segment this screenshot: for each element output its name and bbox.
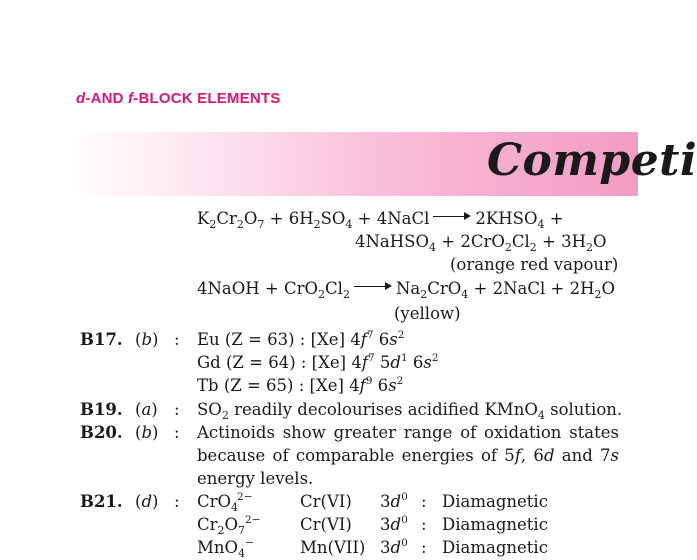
answer-option: (b)	[135, 423, 159, 442]
ion-formula: $Cr_2O_7^{2-}$	[197, 514, 261, 537]
reaction-1-line-2: 4NaHSO$_4$ + $2CrO_2Cl_2 + 3H_2O$	[355, 232, 607, 254]
magnetic-property: Diamagnetic	[442, 515, 548, 534]
section-tag: d-AND f-BLOCK ELEMENTS	[76, 90, 281, 107]
reaction-arrow-icon	[354, 282, 392, 292]
answer-b20-line-1: Actinoids show greater range of oxidation states	[197, 423, 619, 442]
oxidation-state: Mn(VII)	[300, 538, 366, 557]
reaction-1-line-1: $K_2Cr_2O_7 + 6H_2SO_4$ + 4NaCl $2KHSO_4$ +	[197, 209, 564, 231]
answer-b20-line-2: because of comparable energies of 5f, 6d and 7s	[197, 446, 620, 465]
row-separator: :	[421, 515, 427, 534]
magnetic-property: Diamagnetic	[442, 492, 548, 511]
answer-option: (a)	[135, 400, 158, 419]
answer-label: B17.	[80, 330, 123, 349]
ion-formula: MnO$_4$−	[197, 537, 254, 560]
answer-option: (d)	[135, 492, 159, 511]
d-config: $3d^0$	[380, 537, 408, 557]
answer-label: B20.	[80, 423, 123, 442]
answer-colon: :	[174, 330, 180, 349]
answer-option: (b)	[135, 330, 159, 349]
d-config: $3d^0$	[380, 514, 408, 534]
config-tb: Tb (Z = 65) : [Xe] $4f^9$ $6s^2$	[197, 375, 404, 395]
oxidation-state: Cr(VI)	[300, 515, 352, 534]
reaction-2-note: (yellow)	[394, 304, 461, 323]
reaction-1-note: (orange red vapour)	[450, 255, 619, 274]
answer-label: B21.	[80, 492, 123, 511]
oxidation-state: Cr(VI)	[300, 492, 352, 511]
d-config: $3d^0$	[380, 491, 408, 511]
config-eu: Eu (Z = 63) : [Xe] $4f^7$ $6s^2$	[197, 329, 405, 349]
banner-title: Competi	[487, 135, 697, 186]
config-gd: Gd (Z = 64) : [Xe] $4f^7$ $5d^1$ $6s^2$	[197, 352, 439, 372]
reaction-2-line: 4NaOH + $CrO_2Cl_2$ $Na_2CrO_4$ + 2NaCl + $2H_2O$	[197, 279, 616, 301]
magnetic-property: Diamagnetic	[442, 538, 548, 557]
answer-label: B19.	[80, 400, 123, 419]
answer-b20-line-3: energy levels.	[197, 469, 314, 488]
answer-colon: :	[174, 423, 180, 442]
answer-colon: :	[174, 400, 180, 419]
ion-formula: CrO$_4^{2-}$	[197, 491, 253, 514]
reaction-arrow-icon	[433, 212, 471, 222]
row-separator: :	[421, 492, 427, 511]
answer-colon: :	[174, 492, 180, 511]
row-separator: :	[421, 538, 427, 557]
answer-b19-text: $SO_2$ readily decolourises acidified KMnO$_4$ solution.	[197, 400, 623, 422]
